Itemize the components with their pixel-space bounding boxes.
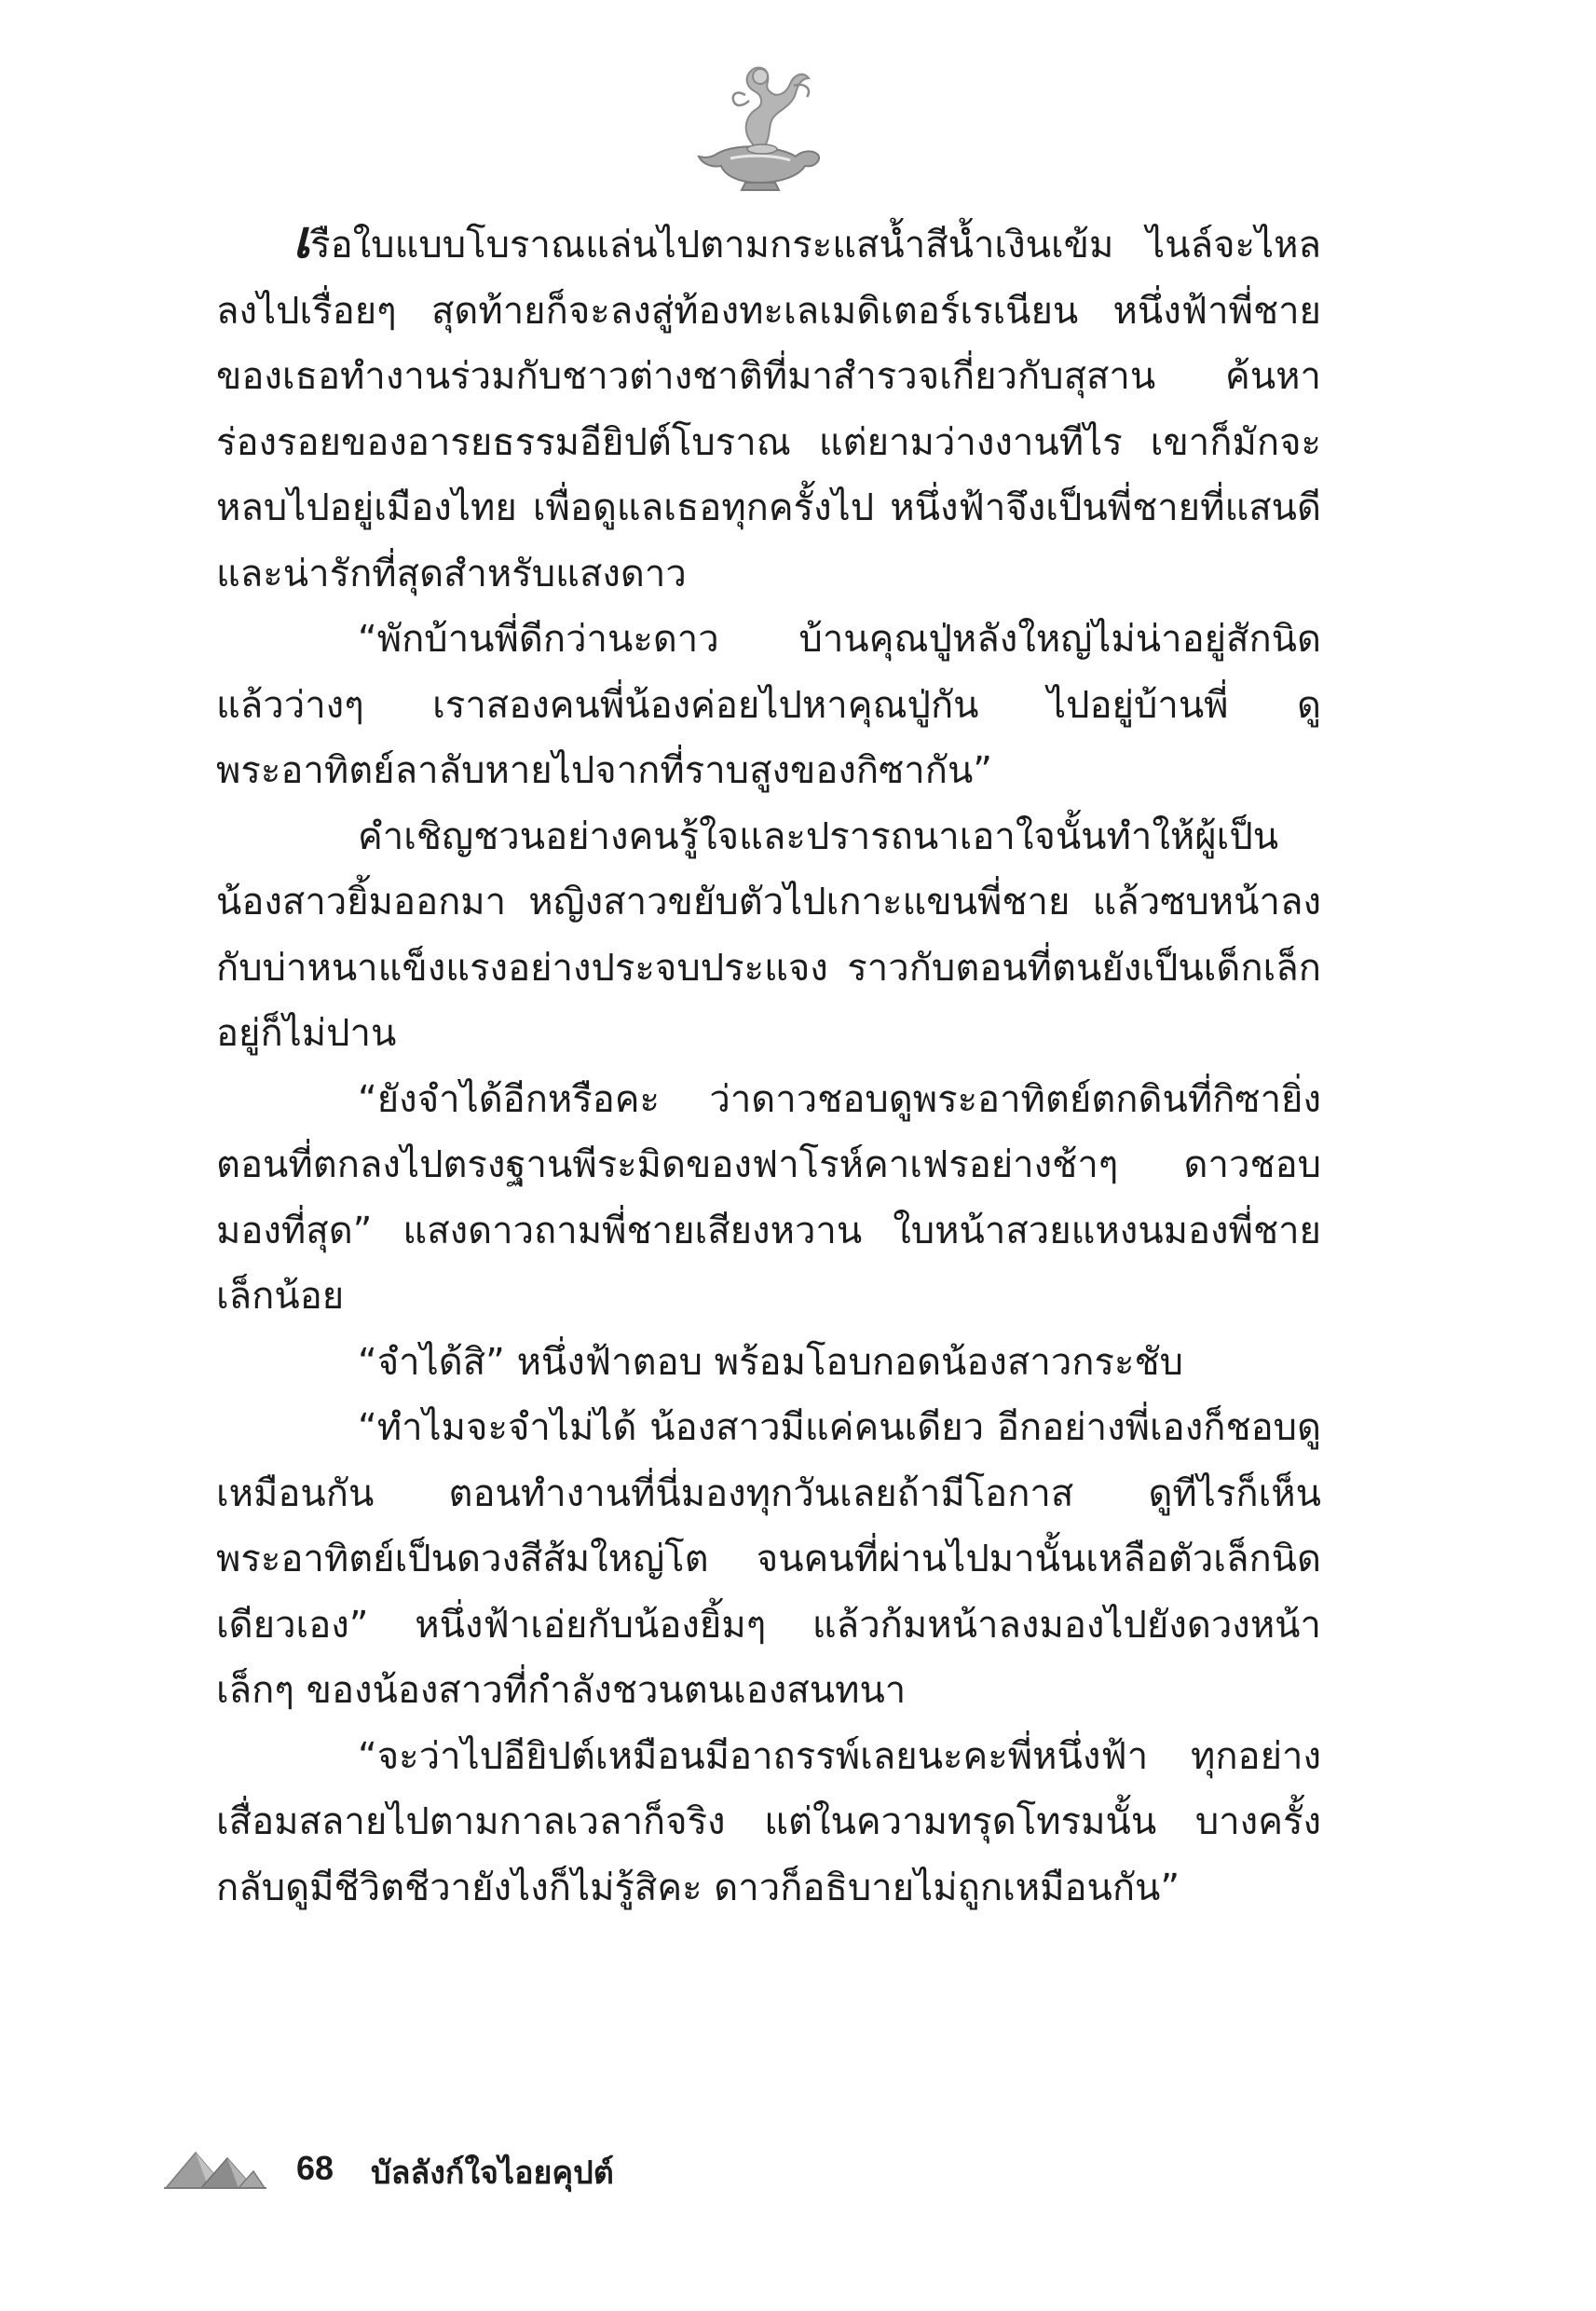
paragraph-3: คำเชิญชวนอย่างคนรู้ใจและปรารถนาเอาใจนั้นทำให้ผู้เป็นน้องสาวยิ้มออกมา หญิงสาวขยับตัวไปเกาะแขนพี่ชาย แล้วซบหน้าลงกับบ่าหนาแข็งแรงอย่างประจบประแจง ราวกับตอนที่ตนยังเป็นเด็กเล็กอยู่ก็ไม่ปาน [216, 814, 1321, 1055]
paragraph-7: “จะว่าไปอียิปต์เหมือนมีอาถรรพ์เลยนะคะพี่หนึ่งฟ้า ทุกอย่างเสื่อมสลายไปตามกาลเวลาก็จริง แต่ในความทรุดโทรมนั้น บางครั้งกลับดูมีชีวิตชีวายังไงก็ไม่รู้สิคะ ดาวก็อธิบายไม่ถูกเหมือนกัน” [216, 1734, 1321, 1909]
paragraph-2: “พักบ้านพี่ดีกว่านะดาว บ้านคุณปู่หลังใหญ่ไม่น่าอยู่สักนิด แล้วว่างๆ เราสองคนพี่น้องค่อยไปหาคุณปู่กัน ไปอยู่บ้านพี่ ดูพระอาทิตย์ลาลับหายไปจากที่ราบสูงของกิซากัน” [216, 618, 1321, 792]
page-number: 68 [296, 2149, 334, 2187]
paragraph-4: “ยังจำได้อีกหรือคะ ว่าดาวชอบดูพระอาทิตย์ตกดินที่กิซายิ่งตอนที่ตกลงไปตรงฐานพีระมิดของฟาโรห์คาเฟรอย่างช้าๆ ดาวชอบมองที่สุด” แสงดาวถามพี่ชายเสียงหวาน ใบหน้าสวยแหงนมองพี่ชายเล็กน้อย [216, 1077, 1321, 1318]
paragraph-6: “ทำไมจะจำไม่ได้ น้องสาวมีแค่คนเดียว อีกอย่างพี่เองก็ชอบดูเหมือนกัน ตอนทำงานที่นี่มองทุกวันเลยถ้ามีโอกาส ดูทีไรก็เห็นพระอาทิตย์เป็นดวงสีส้มใหญ่โต จนคนที่ผ่านไปมานั้นเหลือตัวเล็กนิดเดียวเอง” หนึ่งฟ้าเอ่ยกับน้องยิ้มๆ แล้วก้มหน้าลงมองไปยังดวงหน้าเล็กๆ ของน้องสาวที่กำลังชวนตนเองสนทนา [216, 1406, 1321, 1712]
pyramids-icon [164, 2143, 266, 2190]
genie-lamp-icon [689, 58, 829, 193]
page-footer [164, 2143, 816, 2199]
paragraph-1 [216, 212, 1321, 607]
drop-cap: เ [293, 212, 311, 270]
paragraph-1-text: รือใบแบบโบราณแล่นไปตามกระแสน้ำสีน้ำเงินเข้ม ไนล์จะไหลลงไปเรื่อยๆ สุดท้ายก็จะลงสู่ท้องทะเลเมดิเตอร์เรเนียน หนึ่งฟ้าพี่ชายของเธอทำงานร่วมกับชาวต่างชาติที่มาสำรวจเกี่ยวกับสุสาน ค้นหาร่องรอยของอารยธรรมอียิปต์โบราณ แต่ยามว่างงานทีไร เขาก็มักจะหลบไปอยู่เมืองไทย เพื่อดูแลเธอทุกครั้งไป หนึ่งฟ้าจึงเป็นพี่ชายที่แสนดีและน่ารักที่สุดสำหรับแสงดาว [216, 224, 1321, 595]
body-text [216, 212, 1321, 2104]
paragraph-5: “จำได้สิ” หนึ่งฟ้าตอบ พร้อมโอบกอดน้องสาวกระชับ [358, 1340, 1184, 1384]
book-title: บัลลังก์ใจไอยคุปต์ [371, 2154, 614, 2192]
